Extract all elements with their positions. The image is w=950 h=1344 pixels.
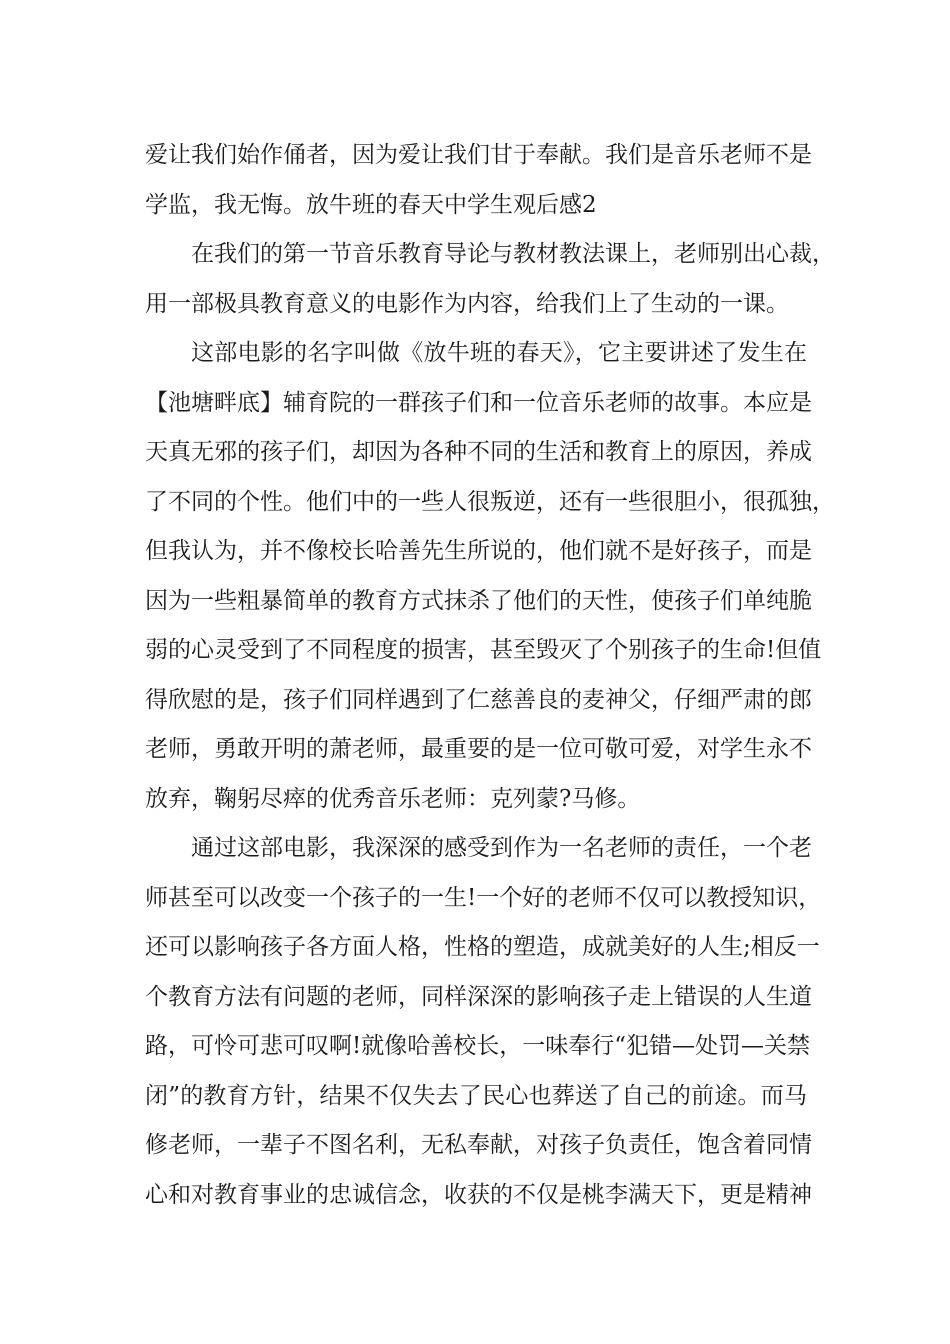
text-line: 心和对教育事业的忠诚信念，收获的不仅是桃李满天下，更是精神 (145, 1181, 812, 1208)
text-line: 但我认为，并不像校长哈善先生所说的，他们就不是好孩子，而是 (145, 538, 812, 564)
text-line: 学监，我无悔。放牛班的春天中学生观后感2 (145, 191, 597, 218)
text-line: 闭”的教育方针，结果不仅失去了民心也葬送了自己的前途。而马 (145, 1082, 807, 1109)
paragraph-first-line: 这部电影的名字叫做《放牛班的春天》，它主要讲述了发生在 (191, 340, 807, 366)
text-line: 老师，勇敢开明的萧老师，最重要的是一位可敬可爱，对学生永不 (145, 736, 812, 762)
text-line: 得欣慰的是，孩子们同样遇到了仁慈善良的麦神父，仔细严肃的郎 (145, 686, 812, 713)
text-line: 弱的心灵受到了不同程度的损害，甚至毁灭了个别孩子的生命!但值 (145, 637, 822, 663)
paragraph-first-line: 通过这部电影，我深深的感受到作为一名老师的责任，一个老 (191, 835, 812, 861)
paragraph-first-line: 在我们的第一节音乐教育导论与教材教法课上，老师别出心裁， (191, 241, 835, 267)
text-line: 个教育方法有问题的老师，同样深深的影响孩子走上错误的人生道 (145, 983, 812, 1010)
text-line: 了不同的个性。他们中的一些人很叛逆，还有一些很胆小，很孤独， (145, 488, 835, 515)
document-body (145, 131, 835, 1220)
text-line: 爱让我们始作俑者，因为爱让我们甘于奉献。我们是音乐老师不是 (145, 142, 812, 168)
text-line: 路，可怜可悲可叹啊!就像哈善校长，一味奉行“犯错—处罚—关禁 (145, 1033, 811, 1059)
text-line: 放弃，鞠躬尽瘁的优秀音乐老师：克列蒙?马修。 (145, 785, 641, 812)
text-line: 修老师，一辈子不图名利，无私奉献，对孩子负责任，饱含着同情 (145, 1132, 812, 1158)
text-line: 天真无邪的孩子们，却因为各种不同的生活和教育上的原因，养成 (145, 439, 812, 465)
text-line: 还可以影响孩子各方面人格，性格的塑造，成就美好的人生;相反一 (145, 934, 820, 960)
text-line: 用一部极具教育意义的电影作为内容，给我们上了生动的一课。 (145, 290, 789, 317)
text-line: 【池塘畔底】辅育院的一群孩子们和一位音乐老师的故事。本应是 (145, 389, 812, 416)
text-line: 因为一些粗暴简单的教育方式抹杀了他们的天性，使孩子们单纯脆 (145, 587, 812, 614)
text-line: 师甚至可以改变一个孩子的一生!一个好的老师不仅可以教授知识， (145, 884, 822, 911)
